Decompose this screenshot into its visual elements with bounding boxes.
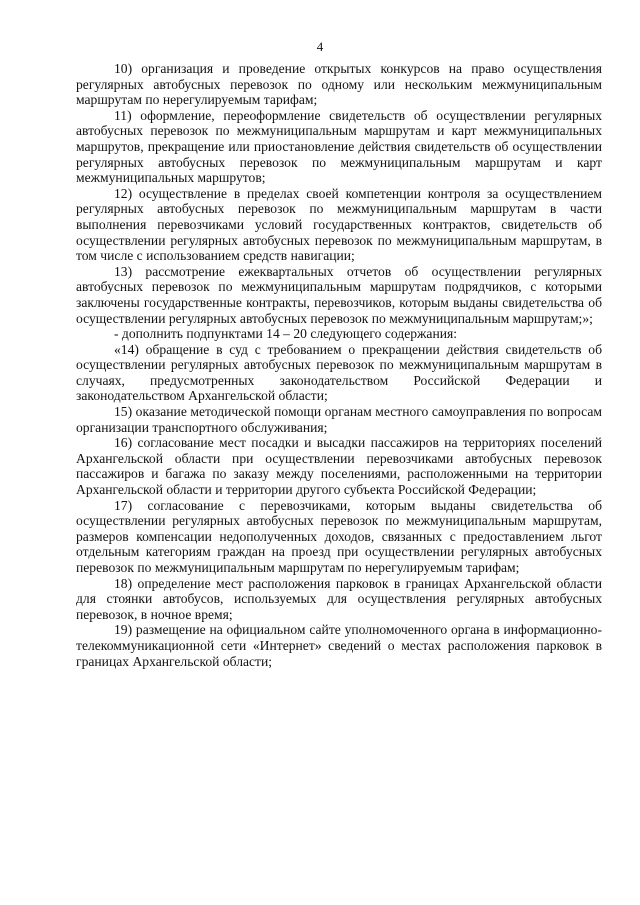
- paragraph-item-10: 10) организация и проведение открытых конкурсов на право осуществления регулярных автобусных перевозок по одному или нескольким межмуниципальным маршрутам по нерегулируемым тарифам;: [76, 61, 602, 108]
- paragraph-item-17: 17) согласование с перевозчиками, которым выданы свидетельства об осуществлении регулярных автобусных перевозок по межмуниципальным маршрутам, размеров компенсации недополученных доходов, связанных с предоставлением льгот отдельным категориям граждан на проезд при осуществлении регулярных автобусных перевозок по межмуниципальным маршрутам по нерегулируемым тарифам;: [76, 497, 602, 575]
- paragraph-amendment-intro: - дополнить подпунктами 14 – 20 следующего содержания:: [114, 326, 458, 342]
- paragraph-item-14: «14) обращение в суд с требованием о прекращении действия свидетельств об осуществлении регулярных автобусных перевозок по межмуниципальным маршрутам в случаях, предусмотренных законодательством Российской Федерации и законодательством Архангельской области;: [76, 341, 602, 404]
- paragraph-item-16: 16) согласование мест посадки и высадки пассажиров на территориях поселений Архангельской области при осуществлении перевозчиками автобусных перевозок пассажиров и багажа по заказу между поселениями, расположенными на территории Архангельской области и территории другого субъекта Российской Федерации;: [76, 435, 602, 498]
- page-number: 4: [316, 39, 324, 54]
- paragraph-item-11: 11) оформление, переоформление свидетельств об осуществлении регулярных автобусных перевозок по межмуниципальным маршрутам и карт межмуниципальных маршрутов, прекращение или приостановление действия свидетельств об осуществлении регулярных автобусных перевозок по межмуниципальным маршрутам и карт межмуниципальных маршрутов;: [76, 107, 602, 186]
- document-body: [76, 61, 602, 669]
- paragraph-item-18: 18) определение мест расположения парковок в границах Архангельской области для стоянки автобусов, используемых для осуществления регулярных автобусных перевозок, в ночное время;: [76, 575, 602, 622]
- paragraph-item-15: 15) оказание методической помощи органам местного самоуправления по вопросам организации транспортного обслуживания;: [76, 404, 602, 435]
- paragraph-item-13: 13) рассмотрение ежеквартальных отчетов об осуществлении регулярных автобусных перевозок по межмуниципальным маршрутам подрядчиков, с которыми заключены государственные контракты, перевозчиков, которым выданы свидетельства об осуществлении регулярных автобусных перевозок по межмуниципальным маршрутам;»;: [76, 263, 602, 326]
- paragraph-item-19: 19) размещение на официальном сайте уполномоченного органа в информационно-телекоммуникационной сети «Интернет» сведений о местах расположения парковок в границах Архангельской области;: [76, 622, 602, 669]
- paragraph-item-12: 12) осуществление в пределах своей компетенции контроля за осуществлением регулярных автобусных перевозок по межмуниципальным маршрутам в части выполнения перевозчиками условий государственных контрактов, свидетельств об осуществлении регулярных автобусных перевозок по межмуниципальным маршрутам, в том числе с использованием средств навигации;: [76, 185, 602, 264]
